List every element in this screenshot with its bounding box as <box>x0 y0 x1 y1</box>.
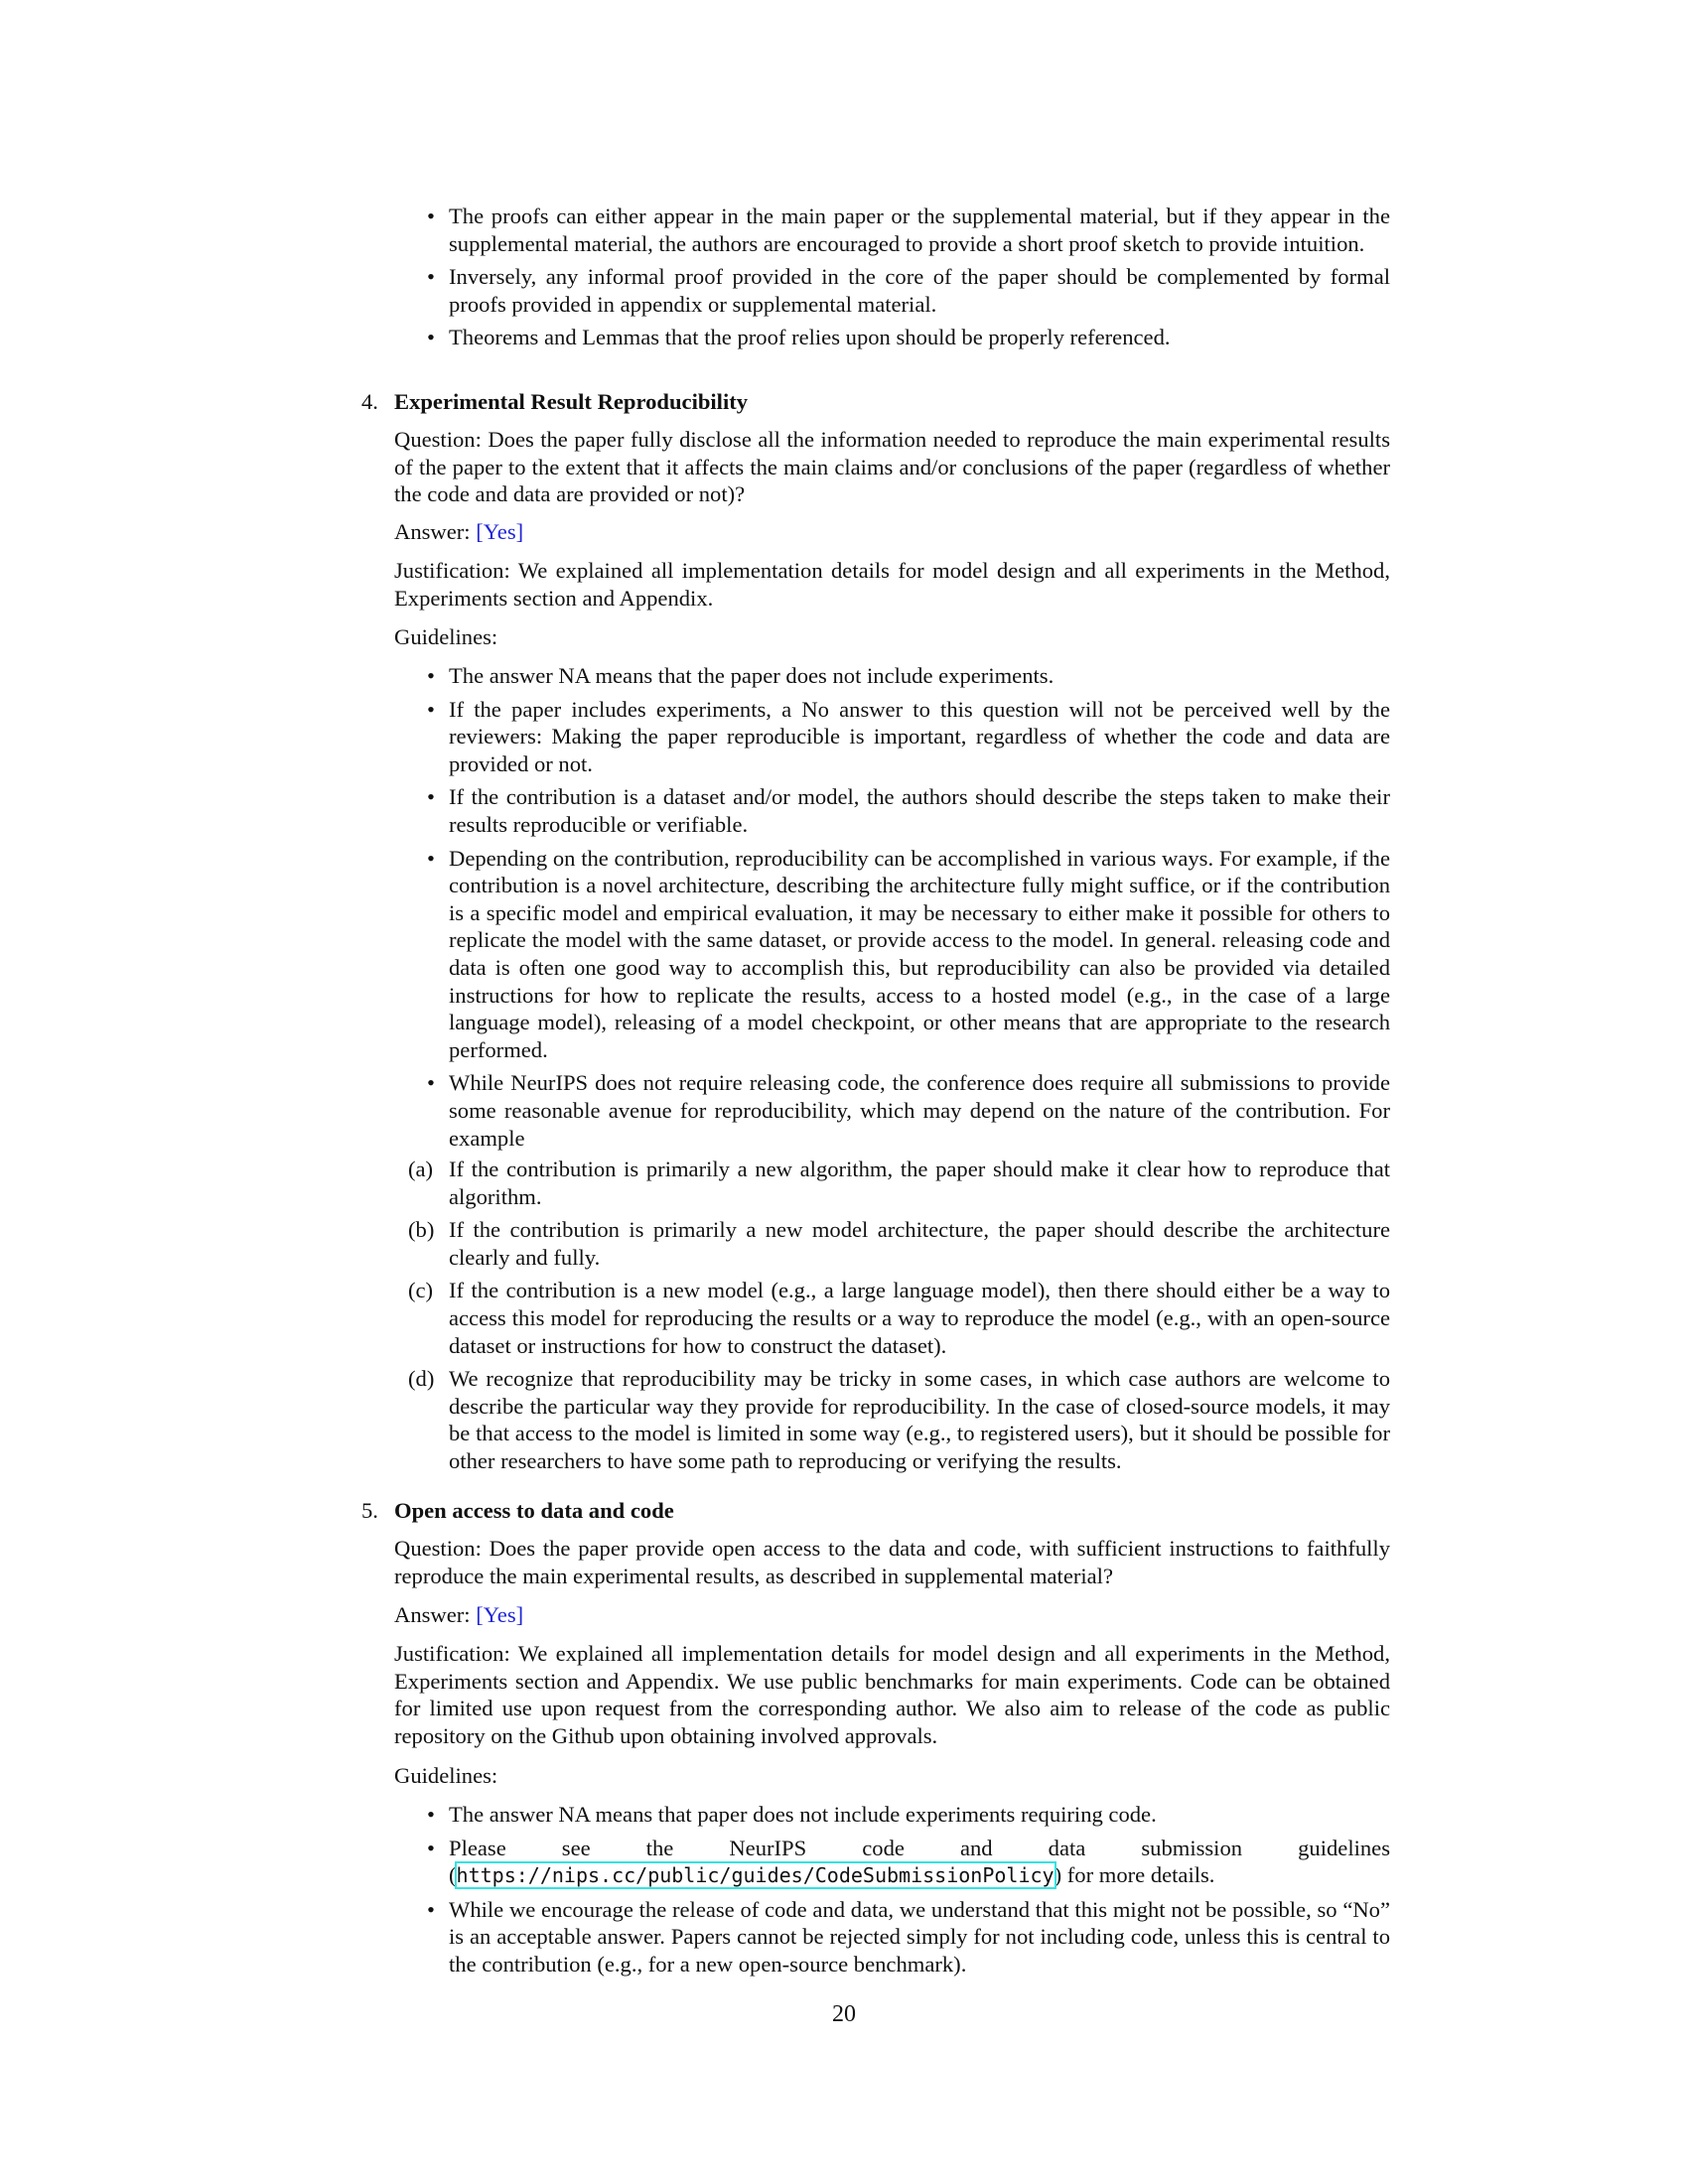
list-item: (c) If the contribution is a new model (e.g., a large language model), then there should either be a way to access this model for reproducing the results or a way to reproduce the model (e.g., with an open-source dataset or instructions for how to construct the dataset). <box>408 1278 1390 1358</box>
reproducibility-examples-list <box>408 1156 1390 1475</box>
list-item: (a) If the contribution is primarily a new algorithm, the paper should make it clear how to reproduce that algorithm. <box>408 1157 1390 1209</box>
list-item: • Theorems and Lemmas that the proof relies upon should be properly referenced. <box>427 325 1171 350</box>
list-item: • The answer NA means that the paper does not include experiments. <box>427 663 1055 688</box>
list-item: • If the paper includes experiments, a No answer to this question will not be perceived well by the reviewers: Making the paper reproducible is important, regardless of whether the code and data are provided or not. <box>427 696 1390 776</box>
list-item: • If the contribution is a dataset and/or model, the authors should describe the steps taken to make their results reproducible or verifiable. <box>427 784 1390 837</box>
list-item: • While we encourage the release of code and data, we understand that this might not be possible, so “No” is an acceptable answer. Papers cannot be rejected simply for not including code, unless this is central to the contribution (e.g., for a new open-source benchmark). <box>427 1896 1390 1977</box>
section-4-guidelines-label: Guidelines: <box>394 624 498 649</box>
section-4-question: Question: Does the paper fully disclose all the information needed to reproduce the main experimental results of the paper to the extent that it affects the main claims and/or conclusions of the paper (regardless of whether the code and data are provided or not)? <box>394 427 1390 507</box>
list-item: (d) We recognize that reproducibility may be tricky in some cases, in which case authors are welcome to describe the particular way they provide for reproducibility. In the case of closed-source models, it may be that access to the model is limited in some way (e.g., to registered users), but it should be possible for other researchers to have some path to reproducing or verifying the results. <box>408 1366 1390 1474</box>
answer-value: [Yes] <box>476 1602 524 1627</box>
list-item: • Inversely, any informal proof provided in the core of the paper should be complemented by formal proofs provided in appendix or supplemental material. <box>427 264 1390 317</box>
section-5-justification: Justification: We explained all implementation details for model design and all experiments in the Method, Experiments section and Appendix. We use public benchmarks for main experiments. Code can be obtained for limited use upon request from the corresponding author. We also aim to release of the code as public repository on the Github upon obtaining involved approvals. <box>394 1641 1390 1748</box>
section-5-question: Question: Does the paper provide open access to the data and code, with sufficient instructions to faithfully reproduce the main experimental results, as described in supplemental material? <box>394 1536 1390 1588</box>
section-5-guidelines-list <box>427 1801 1390 1984</box>
list-item: (b) If the contribution is primarily a new model architecture, the paper should describe the architecture clearly and fully. <box>408 1217 1390 1270</box>
section-title: Experimental Result Reproducibility <box>394 389 749 414</box>
section-title: Open access to data and code <box>394 1498 674 1523</box>
section-number: 4. <box>361 389 378 414</box>
proof-guidelines-list <box>427 203 1390 357</box>
list-item: • Please see the NeurIPS code and data submission guidelines (https://nips.cc/public/guides/CodeSubmissionPolicy) for more details. <box>427 1835 1390 1888</box>
section-5-answer: Answer: [Yes] <box>394 1602 524 1627</box>
section-5-guidelines-label: Guidelines: <box>394 1763 498 1788</box>
code-submission-policy-link[interactable]: https://nips.cc/public/guides/CodeSubmissionPolicy <box>456 1863 1055 1888</box>
list-item: • Depending on the contribution, reproducibility can be accomplished in various ways. For example, if the contribution is a novel architecture, describing the architecture fully might suffice, or if the contribution is a specific model and empirical evaluation, it may be necessary to either make it possible for others to replicate the model with the same dataset, or provide access to the model. In general. releasing code and data is often one good way to accomplish this, but reproducibility can also be provided via detailed instructions for how to replicate the results, access to a hosted model (e.g., in the case of a large language model), releasing of a model checkpoint, or other means that are appropriate to the research performed. <box>427 845 1390 1062</box>
list-item: • While NeurIPS does not require releasing code, the conference does require all submissions to provide some reasonable avenue for reproducibility, which may depend on the nature of the contribution. For example (a) If the contribution is primarily a new algorithm, the paper should make it clear how to reproduce that algorithm. (b) If the contribution is primarily a new model architecture, the paper should describe the architecture clearly and fully. (c) If the contribution is a new model (e.g., a large language model), then there should either be a way to access this model for reproducing the results or a way to reproduce the model (e.g., with an open-source dataset or instructions for how to construct the dataset). (d) We recognize that reproducibility may be tricky in some cases, in which case authors are welcome to describe the particular way they provide for reproducibility. In the case of closed-source models, it may be that access to the model is limited in some way (e.g., to registered users), but it should be possible for other researchers to have some path to reproducing or verifying the results. <box>408 1070 1390 1474</box>
section-4-answer: Answer: [Yes] <box>394 519 524 544</box>
page-number: 20 <box>832 2001 856 2027</box>
list-item: • The answer NA means that paper does not include experiments requiring code. <box>427 1802 1157 1827</box>
section-4-justification: Justification: We explained all implementation details for model design and all experiments in the Method, Experiments section and Appendix. <box>394 558 1390 611</box>
section-number: 5. <box>361 1498 378 1523</box>
list-item: • The proofs can either appear in the main paper or the supplemental material, but if they appear in the supplemental material, the authors are encouraged to provide a short proof sketch to provide intuition. <box>427 204 1390 256</box>
section-4-guidelines-list <box>408 662 1390 1481</box>
answer-value: [Yes] <box>476 519 524 544</box>
